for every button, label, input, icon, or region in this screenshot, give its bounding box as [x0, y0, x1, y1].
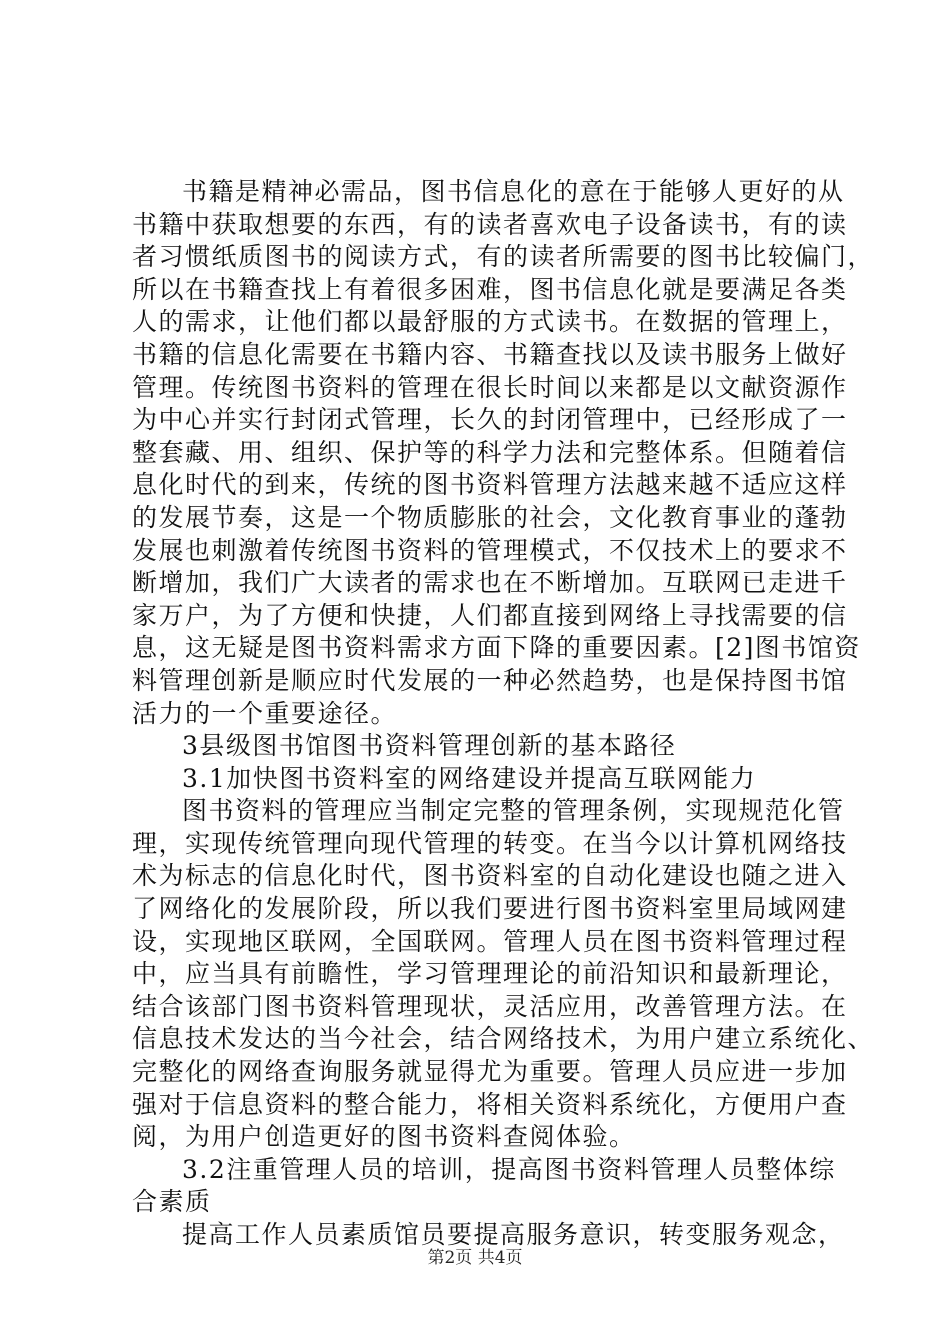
text-line: 强对于信息资料的整合能力，将相关资料系统化，方便用户查 [132, 1089, 848, 1119]
text-line: 3县级图书馆图书资料管理创新的基本路径 [182, 731, 677, 761]
text-line: 人的需求，让他们都以最舒服的方式读书。在数据的管理上， [132, 307, 848, 337]
text-line: 发展也刺激着传统图书资料的管理模式，不仅技术上的要求不 [132, 535, 848, 565]
text-line: 术为标志的信息化时代，图书资料室的自动化建设也随之进入 [132, 861, 848, 891]
text-line: 书籍中获取想要的东西，有的读者喜欢电子设备读书，有的读 [132, 209, 848, 239]
text-line: 结合该部门图书资料管理现状，灵活应用，改善管理方法。在 [132, 991, 848, 1021]
text-line: 了网络化的发展阶段，所以我们要进行图书资料室里局域网建 [132, 894, 848, 924]
text-line: 3.2注重管理人员的培训，提高图书资料管理人员整体综 [182, 1154, 836, 1184]
text-line: 料管理创新是顺应时代发展的一种必然趋势，也是保持图书馆 [132, 665, 848, 695]
page-footer: 第2页 共4页 [427, 1248, 523, 1268]
text-line: 者习惯纸质图书的阅读方式，有的读者所需要的图书比较偏门， [132, 242, 875, 272]
text-line: 3.1加快图书资料室的网络建设并提高互联网能力 [182, 763, 757, 793]
text-line: 图书资料的管理应当制定完整的管理条例，实现规范化管 [182, 796, 845, 826]
text-line: 家万户，为了方便和快捷，人们都直接到网络上寻找需要的信 [132, 600, 848, 630]
text-line: 中，应当具有前瞻性，学习管理理论的前沿知识和最新理论， [132, 959, 848, 989]
text-line: 书籍的信息化需要在书籍内容、书籍查找以及读书服务上做好 [132, 339, 848, 369]
text-line: 活力的一个重要途径。 [132, 698, 398, 728]
text-line: 的发展节奏，这是一个物质膨胀的社会，文化教育事业的蓬勃 [132, 502, 848, 532]
text-line: 所以在书籍查找上有着很多困难，图书信息化就是要满足各类 [132, 274, 848, 304]
text-line: 息化时代的到来，传统的图书资料管理方法越来越不适应这样 [132, 470, 848, 500]
text-line: 信息技术发达的当今社会，结合网络技术，为用户建立系统化、 [132, 1024, 875, 1054]
text-line: 整套藏、用、组织、保护等的科学力法和完整体系。但随着信 [132, 437, 848, 467]
text-line: 书籍是精神必需品，图书信息化的意在于能够人更好的从 [182, 177, 845, 206]
text-line: 阅，为用户创造更好的图书资料查阅体验。 [132, 1122, 636, 1152]
text-line: 完整化的网络查询服务就显得尤为重要。管理人员应进一步加 [132, 1057, 848, 1087]
text-line: 设，实现地区联网，全国联网。管理人员在图书资料管理过程 [132, 926, 848, 956]
text-line: 为中心并实行封闭式管理，长久的封闭管理中，已经形成了一 [132, 405, 848, 435]
text-line: 息，这无疑是图书资料需求方面下降的重要因素。[2]图书馆资 [132, 633, 861, 663]
text-line: 断增加，我们广大读者的需求也在不断增加。互联网已走进千 [132, 568, 848, 598]
text-line: 提高工作人员素质馆员要提高服务意识，转变服务观念， [182, 1220, 845, 1249]
text-line: 合素质 [132, 1187, 212, 1217]
text-line: 理，实现传统管理向现代管理的转变。在当今以计算机网络技 [132, 828, 848, 858]
document-body [132, 176, 875, 1252]
text-line: 管理。传统图书资料的管理在很长时间以来都是以文献资源作 [132, 372, 848, 402]
